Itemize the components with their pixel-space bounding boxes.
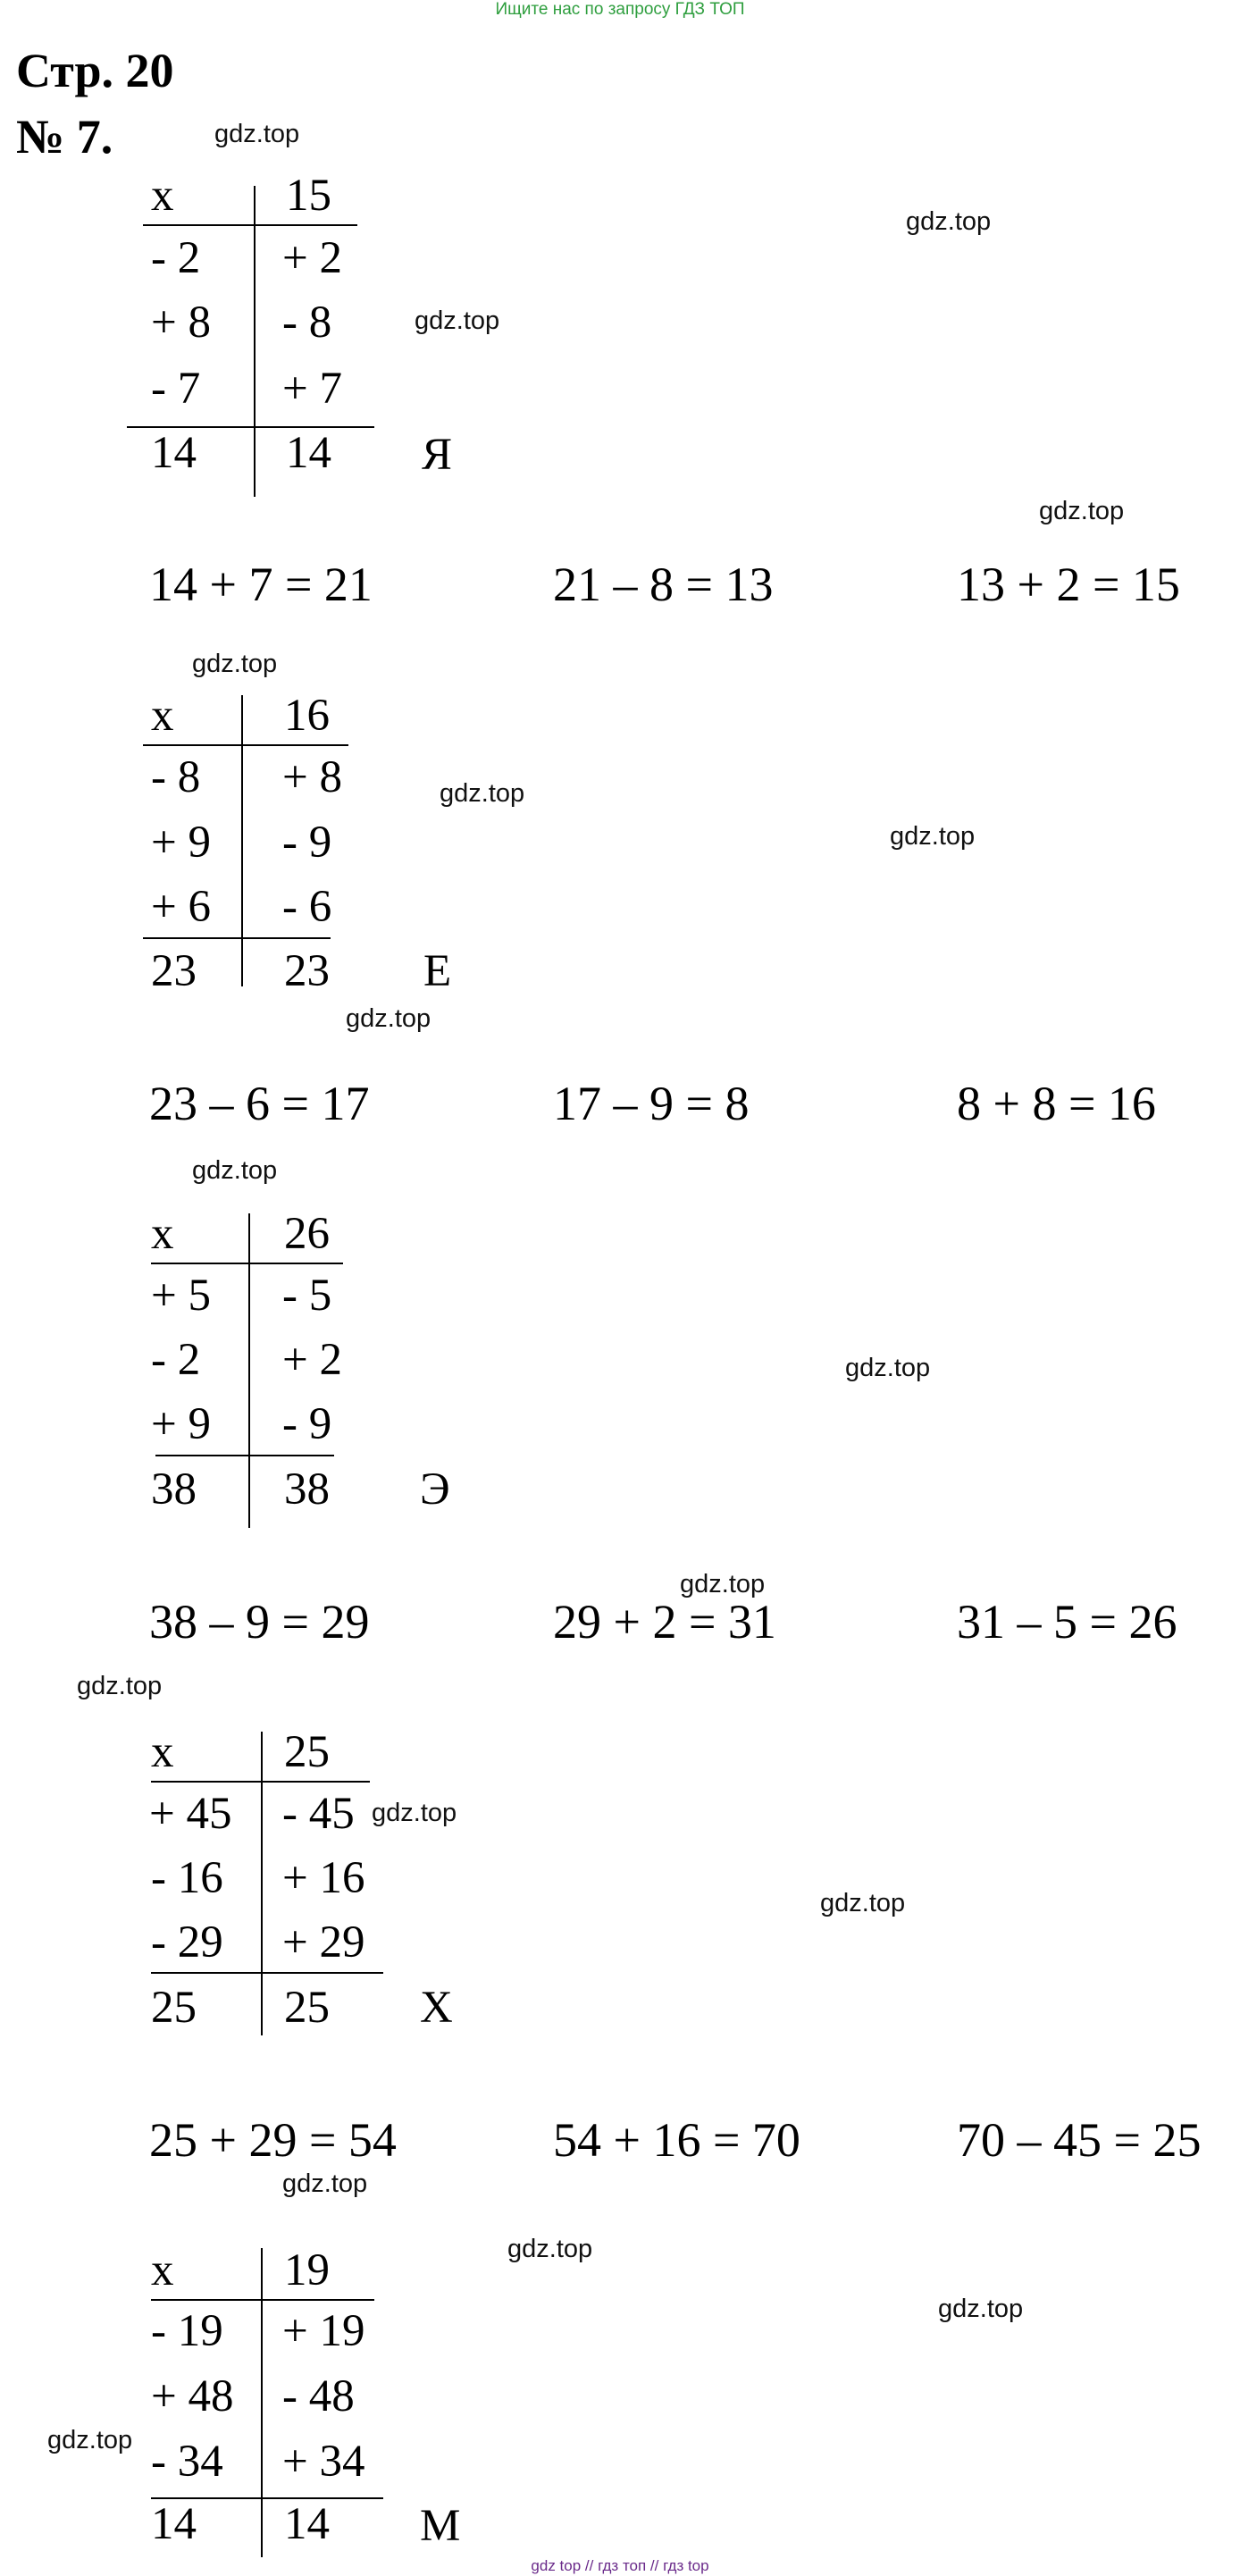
watermark: gdz.top: [440, 779, 525, 808]
watermark: gdz.top: [77, 1672, 163, 1700]
table-header-x: x: [151, 691, 174, 741]
header-rule: [143, 744, 348, 746]
answer-letter: М: [420, 2501, 461, 2551]
answer-letter: Е: [423, 946, 452, 996]
equation: 25 + 29 = 54: [149, 2113, 397, 2167]
left-cell: + 8: [151, 298, 212, 348]
table-header-x: x: [151, 1209, 174, 1259]
right-cell: + 2: [282, 233, 343, 283]
exercise-number: № 7.: [16, 110, 113, 164]
watermark: gdz.top: [214, 120, 300, 148]
right-result: 25: [284, 1983, 330, 2033]
watermark: gdz.top: [415, 306, 500, 335]
watermark: gdz.top: [845, 1354, 931, 1382]
result-rule: [143, 937, 331, 939]
equation: 17 – 9 = 8: [553, 1077, 750, 1130]
right-cell: - 6: [282, 882, 332, 932]
result-rule: [151, 1972, 383, 1974]
table-header-x: x: [151, 171, 174, 221]
column-divider: [248, 1213, 250, 1528]
right-cell: - 9: [282, 818, 332, 868]
column-divider: [261, 2248, 263, 2557]
right-cell: + 34: [282, 2437, 365, 2487]
right-result: 38: [284, 1464, 330, 1515]
left-cell: - 34: [151, 2437, 223, 2487]
column-divider: [254, 186, 256, 497]
top-banner[interactable]: Ищите нас по запросу ГДЗ ТОП: [495, 0, 745, 19]
equation: 70 – 45 = 25: [957, 2113, 1202, 2167]
answer-letter: Я: [422, 430, 453, 480]
watermark: gdz.top: [507, 2235, 593, 2263]
left-cell: - 8: [151, 752, 201, 802]
right-cell: - 48: [282, 2371, 355, 2421]
watermark: gdz.top: [906, 207, 992, 236]
watermark: gdz.top: [1039, 497, 1125, 525]
right-cell: - 8: [282, 298, 332, 348]
watermark: gdz.top: [890, 822, 976, 851]
column-divider: [241, 695, 243, 986]
right-cell: + 7: [282, 364, 343, 414]
equation: 29 + 2 = 31: [553, 1595, 776, 1649]
right-cell: - 9: [282, 1399, 332, 1449]
watermark: gdz.top: [282, 2169, 368, 2198]
watermark: gdz.top: [680, 1570, 766, 1598]
right-cell: + 2: [282, 1335, 343, 1385]
right-cell: + 19: [282, 2306, 365, 2356]
footer-links[interactable]: gdz top // гдз топ // гдз top: [531, 2557, 709, 2574]
left-result: 23: [151, 946, 197, 996]
watermark: gdz.top: [372, 1799, 457, 1827]
left-result: 25: [151, 1983, 197, 2033]
table-header-x: x: [151, 2245, 174, 2295]
equation: 21 – 8 = 13: [553, 558, 774, 611]
header-rule: [143, 224, 357, 226]
result-rule: [155, 1455, 334, 1456]
table-header-x: x: [151, 1727, 174, 1777]
equation: 8 + 8 = 16: [957, 1077, 1156, 1130]
left-cell: + 48: [151, 2371, 234, 2421]
right-result: 23: [284, 946, 330, 996]
right-cell: - 45: [282, 1789, 355, 1839]
equation: 23 – 6 = 17: [149, 1077, 370, 1130]
left-cell: + 6: [151, 882, 212, 932]
left-cell: + 9: [151, 1399, 212, 1449]
answer-letter: Э: [420, 1464, 450, 1515]
column-divider: [261, 1732, 263, 2035]
table-header-value: 25: [284, 1727, 330, 1777]
header-rule: [151, 1263, 343, 1264]
equation: 54 + 16 = 70: [553, 2113, 800, 2167]
left-result: 14: [151, 2499, 197, 2549]
table-header-value: 16: [284, 691, 330, 741]
right-cell: + 8: [282, 752, 343, 802]
watermark: gdz.top: [346, 1004, 431, 1033]
watermark: gdz.top: [938, 2295, 1024, 2323]
header-rule: [151, 2299, 374, 2301]
left-cell: - 2: [151, 233, 201, 283]
right-result: 14: [284, 2499, 330, 2549]
left-cell: - 19: [151, 2306, 223, 2356]
left-cell: - 16: [151, 1853, 223, 1903]
equation: 13 + 2 = 15: [957, 558, 1180, 611]
left-cell: - 7: [151, 364, 201, 414]
left-cell: + 9: [151, 818, 212, 868]
table-header-value: 15: [286, 171, 331, 221]
left-result: 14: [151, 428, 197, 478]
watermark: gdz.top: [192, 1156, 278, 1185]
right-cell: - 5: [282, 1271, 332, 1321]
left-cell: - 29: [151, 1917, 223, 1968]
right-cell: + 29: [282, 1917, 365, 1968]
watermark: gdz.top: [192, 650, 278, 678]
left-cell: + 5: [151, 1271, 212, 1321]
equation: 14 + 7 = 21: [149, 558, 373, 611]
left-cell: + 45: [149, 1789, 232, 1839]
left-result: 38: [151, 1464, 197, 1515]
table-header-value: 19: [284, 2245, 330, 2295]
watermark: gdz.top: [820, 1889, 906, 1917]
right-result: 14: [286, 428, 331, 478]
table-header-value: 26: [284, 1209, 330, 1259]
equation: 31 – 5 = 26: [957, 1595, 1177, 1649]
watermark: gdz.top: [47, 2426, 133, 2454]
page-heading: Стр. 20: [16, 44, 174, 97]
answer-letter: Х: [420, 1983, 453, 2033]
left-cell: - 2: [151, 1335, 201, 1385]
equation: 38 – 9 = 29: [149, 1595, 370, 1649]
right-cell: + 16: [282, 1853, 365, 1903]
